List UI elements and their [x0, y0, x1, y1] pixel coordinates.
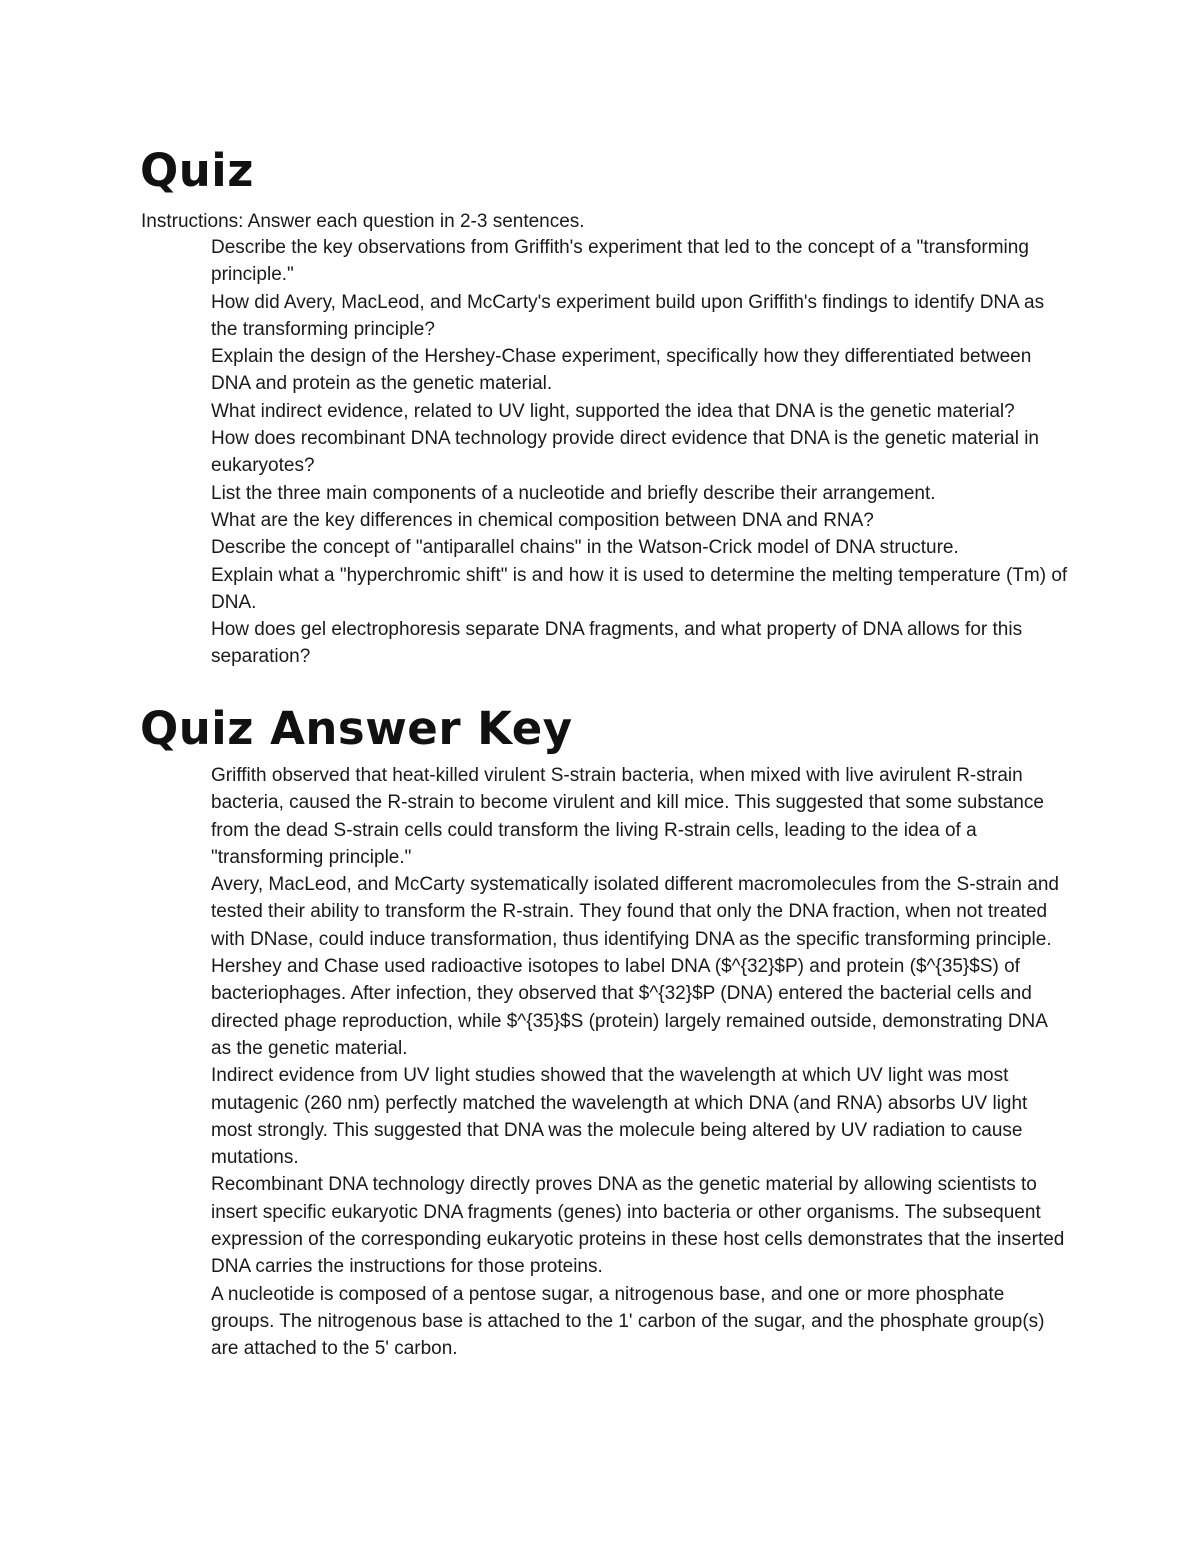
question-item: List the three main components of a nucleotide and briefly describe their arrangement.	[211, 482, 936, 504]
answer-item: Griffith observed that heat-killed virulent S-strain bacteria, when mixed with live avirulent R-strain bacteria, caused the R-strain to become virulent and kill mice. This suggested that some substance from the dead S-strain cells could transform the living R-strain cells, leading to the idea of a "transforming principle."	[211, 765, 1044, 868]
question-item: How did Avery, MacLeod, and McCarty's experiment build upon Griffith's findings to identify DNA as the transforming principle?	[211, 291, 1045, 340]
question-item: Explain what a "hyperchromic shift" is and how it is used to determine the melting temperature (Tm) of DNA.	[211, 564, 1068, 613]
answer-list	[211, 762, 1071, 1363]
answer-item: Indirect evidence from UV light studies showed that the wavelength at which UV light was most mutagenic (260 nm) perfectly matched the wavelength at which DNA (and RNA) absorbs UV light most strongly. This suggested that DNA was the molecule being altered by UV radiation to cause mutations.	[211, 1065, 1028, 1169]
answer-item: Avery, MacLeod, and McCarty systematically isolated different macromolecules from the S-strain and tested their ability to transform the R-strain. They found that only the DNA fraction, when not treated with DNase, could induce transformation, thus identifying DNA as the specific transforming principle.	[211, 874, 1059, 950]
question-item: Explain the design of the Hershey-Chase experiment, specifically how they differentiated between DNA and protein as the genetic material.	[211, 346, 1032, 395]
quiz-title: Quiz	[140, 144, 254, 197]
question-item: What indirect evidence, related to UV light, supported the idea that DNA is the genetic material?	[211, 400, 1015, 422]
answer-item: Recombinant DNA technology directly proves DNA as the genetic material by allowing scientists to insert specific eukaryotic DNA fragments (genes) into bacteria or other organisms. The subsequent expression of the corresponding eukaryotic proteins in these host cells demonstrates that the inserted DNA carries the instructions for those proteins.	[211, 1174, 1065, 1278]
question-list	[211, 234, 1071, 671]
question-item: How does gel electrophoresis separate DNA fragments, and what property of DNA allows for this separation?	[211, 619, 1023, 668]
answer-item: Hershey and Chase used radioactive isotopes to label DNA ($^{32}$P) and protein ($^{35}$S) of bacteriophages. After infection, they observed that $^{32}$P (DNA) entered the bacterial cells and directed phage reproduction, while $^{35}$S (protein) largely remained outside, demonstrating DNA as the genetic material.	[211, 956, 1047, 1059]
question-item: How does recombinant DNA technology provide direct evidence that DNA is the genetic material in eukaryotes?	[211, 428, 1039, 477]
quiz-instructions: Instructions: Answer each question in 2-3 sentences.	[141, 211, 585, 232]
answer-item: A nucleotide is composed of a pentose sugar, a nitrogenous base, and one or more phosphate groups. The nitrogenous base is attached to the 1' carbon of the sugar, and the phosphate group(s) are attached to the 5' carbon.	[211, 1283, 1045, 1360]
answer-key-title: Quiz Answer Key	[140, 702, 573, 755]
question-item: Describe the concept of "antiparallel chains" in the Watson-Crick model of DNA structure.	[211, 537, 959, 559]
question-item: Describe the key observations from Griffith's experiment that led to the concept of a "transforming principle."	[211, 237, 1029, 286]
question-item: What are the key differences in chemical composition between DNA and RNA?	[211, 509, 874, 531]
